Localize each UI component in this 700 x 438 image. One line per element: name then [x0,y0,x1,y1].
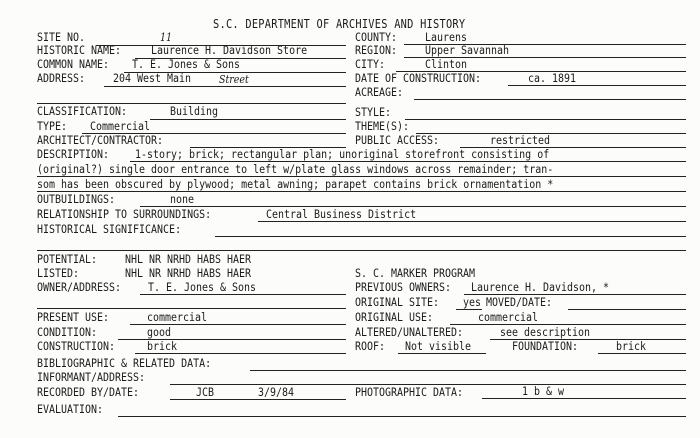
address-value: 204 West Main [113,71,192,85]
classification-label: CLASSIFICATION: [37,104,128,118]
site-no-label: SITE NO. [37,30,86,44]
listed-options: NHL NR NRHD HABS HAER [125,266,252,280]
address-label: ADDRESS: [37,71,86,85]
date-construction-label: DATE OF CONSTRUCTION: [355,71,482,85]
roof-value: Not visible [405,339,472,353]
historic-name-value: Laurence H. Davidson Store [151,43,308,57]
themes-label: THEME(S): [355,119,410,133]
county-label: COUNTY: [355,30,398,44]
acreage-label: ACREAGE: [355,85,404,99]
classification-line [150,119,346,120]
site-no-value: 11 [160,31,173,44]
public-access-value: restricted [490,133,551,147]
present-use-value: commercial [147,310,208,324]
moved-date-label: MOVED/DATE: [486,295,553,309]
relationship-value: Central Business District [266,207,417,221]
recorded-by-date: 3/9/84 [258,385,295,399]
photographic-line [482,398,686,399]
significance-extra-line [37,250,686,251]
recorded-by-name: JCB [196,385,215,399]
region-value: Upper Savannah [425,43,510,57]
date-construction-line [508,85,686,86]
address-street-handwritten: Street [219,73,249,86]
photographic-value: 1 b & w [522,384,565,398]
style-line [405,119,686,120]
city-label: CITY: [355,57,386,71]
bibliographic-line [250,370,686,371]
potential-label: POTENTIAL: [37,252,98,266]
type-label: TYPE: [37,119,68,133]
original-site-value: yes [463,295,482,309]
historic-name-label: HISTORIC NAME: [37,43,122,57]
roof-label: ROOF: [355,339,386,353]
public-access-label: PUBLIC ACCESS: [355,133,440,147]
previous-owners-value: Laurence H. Davidson, * [471,280,610,294]
recorded-by-label: RECORDED BY/DATE: [37,385,140,399]
bibliographic-label: BIBLIOGRAPHIC & RELATED DATA: [37,356,212,370]
description-label: DESCRIPTION: [37,147,110,161]
foundation-label: FOUNDATION: [512,339,579,353]
original-use-value: commercial [478,310,539,324]
themes-line [416,133,686,134]
owner-address-value: T. E. Jones & Sons [148,280,257,294]
photographic-label: PHOTOGRAPHIC DATA: [355,385,464,399]
acreage-line [414,99,686,100]
address-line [104,86,346,87]
informant-label: INFORMANT/ADDRESS: [37,370,146,384]
classification-value: Building [170,104,219,118]
type-value: Commercial [90,119,151,133]
section-divider-2 [37,308,346,309]
condition-value: good [147,325,172,339]
historical-significance-label: HISTORICAL SIGNIFICANCE: [37,222,182,236]
altered-value: see description [500,325,591,339]
recorded-by-line [170,399,346,400]
description-rule-3 [37,191,686,192]
historical-significance-line [215,236,686,237]
description-line-1: 1-story; brick; rectangular plan; unoriginal storefront consisting of [135,147,550,161]
description-line-3: som has been obscured by plywood; metal awning; parapet contains brick ornamentation * [37,177,554,191]
potential-options: NHL NR NRHD HABS HAER [125,252,252,266]
region-label: REGION: [355,43,398,57]
outbuildings-value: none [170,192,195,206]
evaluation-line [118,416,686,417]
altered-label: ALTERED/UNALTERED: [355,325,464,339]
construction-value: brick [147,339,178,353]
owner-address-line [140,294,346,295]
foundation-line [598,353,686,354]
architect-label: ARCHITECT/CONTRACTOR: [37,133,164,147]
foundation-value: brick [616,339,647,353]
county-value: Laurens [425,30,468,44]
original-use-label: ORIGINAL USE: [355,310,434,324]
roof-line [398,353,486,354]
style-label: STYLE: [355,105,392,119]
outbuildings-label: OUTBUILDINGS: [37,192,116,206]
form-title: S.C. DEPARTMENT OF ARCHIVES AND HISTORY [213,17,466,31]
date-construction-value: ca. 1891 [528,71,577,85]
city-value: Clinton [425,57,468,71]
construction-line [135,353,346,354]
common-name-label: COMMON NAME: [37,57,110,71]
condition-label: CONDITION: [37,325,98,339]
evaluation-label: EVALUATION: [37,402,104,416]
original-site-label: ORIGINAL SITE: [355,295,440,309]
previous-owners-label: PREVIOUS OWNERS: [355,280,452,294]
moved-date-line [568,309,686,310]
relationship-line [258,221,686,222]
relationship-label: RELATIONSHIP TO SURROUNDINGS: [37,207,212,221]
description-line-2: (original?) single door entrance to left w/plate glass windows across remainder; tran- [37,162,554,176]
common-name-value: T. E. Jones & Sons [132,57,241,71]
owner-address-label: OWNER/ADDRESS: [37,280,122,294]
construction-label: CONSTRUCTION: [37,339,116,353]
marker-program-label: S. C. MARKER PROGRAM [355,266,476,280]
present-use-label: PRESENT USE: [37,310,110,324]
listed-label: LISTED: [37,266,80,280]
